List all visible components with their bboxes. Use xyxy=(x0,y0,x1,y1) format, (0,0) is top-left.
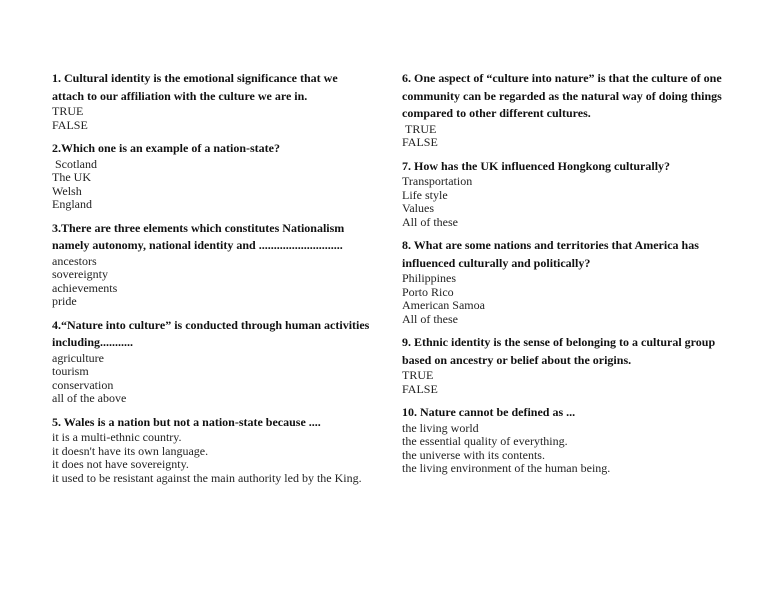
question-text: 6. One aspect of “culture into nature” is that the culture of one community can be regarded as the natural way of doing things compared to other different cultures. xyxy=(402,71,722,120)
option: agriculture xyxy=(52,350,104,365)
question-text: 3.There are three elements which constitutes Nationalism namely autonomy, national identity and ............................ xyxy=(52,220,345,252)
option: Scotland xyxy=(55,156,97,171)
option: All of these xyxy=(402,311,458,326)
question-text: 10. Nature cannot be defined as ... xyxy=(402,405,576,419)
option: the living world xyxy=(402,420,479,435)
question-text: 2.Which one is an example of a nation-state? xyxy=(52,141,280,155)
option: FALSE xyxy=(402,381,438,396)
option: England xyxy=(52,197,92,211)
option: Life style xyxy=(402,187,448,202)
question-text: 9. Ethnic identity is the sense of belonging to a cultural group based on ancestry or belief about the origins. xyxy=(402,335,716,367)
option: Values xyxy=(402,201,434,215)
option: Porto Rico xyxy=(402,284,454,299)
option: conservation xyxy=(52,377,114,392)
question-4 xyxy=(52,317,370,406)
option: TRUE xyxy=(52,104,84,118)
option: Philippines xyxy=(402,271,457,285)
option: FALSE xyxy=(402,135,438,149)
question-text: 7. How has the UK influenced Hongkong culturally? xyxy=(402,158,671,173)
option: the essential quality of everything. xyxy=(402,434,568,448)
question-9 xyxy=(402,334,722,396)
option: Welsh xyxy=(52,183,82,198)
option: ancestors xyxy=(52,253,97,268)
question-2 xyxy=(52,140,370,212)
question-10 xyxy=(402,404,722,476)
option: it doesn't have its own language. xyxy=(52,443,209,458)
option: All of these xyxy=(402,214,458,229)
option: pride xyxy=(52,294,77,308)
question-5 xyxy=(52,414,370,486)
option: TRUE xyxy=(405,121,437,136)
left-column xyxy=(52,70,370,485)
question-text: 1. Cultural identity is the emotional significance that we attach to our affiliation with the culture we are in. xyxy=(52,71,338,103)
option: American Samoa xyxy=(402,298,485,312)
option: all of the above xyxy=(52,391,127,405)
right-column xyxy=(402,70,722,476)
option: TRUE xyxy=(402,368,434,382)
option: it is a multi-ethnic country. xyxy=(52,430,182,444)
option: it used to be resistant against the main authority led by the King. xyxy=(52,470,362,485)
option: the living environment of the human being. xyxy=(402,461,611,475)
question-8 xyxy=(402,237,722,326)
option: FALSE xyxy=(52,117,88,132)
question-text: 5. Wales is a nation but not a nation-state because .... xyxy=(52,414,321,429)
option: achievements xyxy=(52,280,118,295)
question-text: 8. What are some nations and territories that America has influenced culturally and politically? xyxy=(402,238,699,270)
option: tourism xyxy=(52,364,89,378)
question-1 xyxy=(52,70,370,132)
option: sovereignty xyxy=(52,267,108,281)
question-7 xyxy=(402,158,722,230)
option: Transportation xyxy=(402,174,473,188)
option: the universe with its contents. xyxy=(402,447,545,462)
option: The UK xyxy=(52,170,91,184)
question-6 xyxy=(402,70,722,150)
question-3 xyxy=(52,220,370,309)
question-text: 4.“Nature into culture” is conducted through human activities including........... xyxy=(52,317,370,349)
option: it does not have sovereignty. xyxy=(52,457,189,471)
